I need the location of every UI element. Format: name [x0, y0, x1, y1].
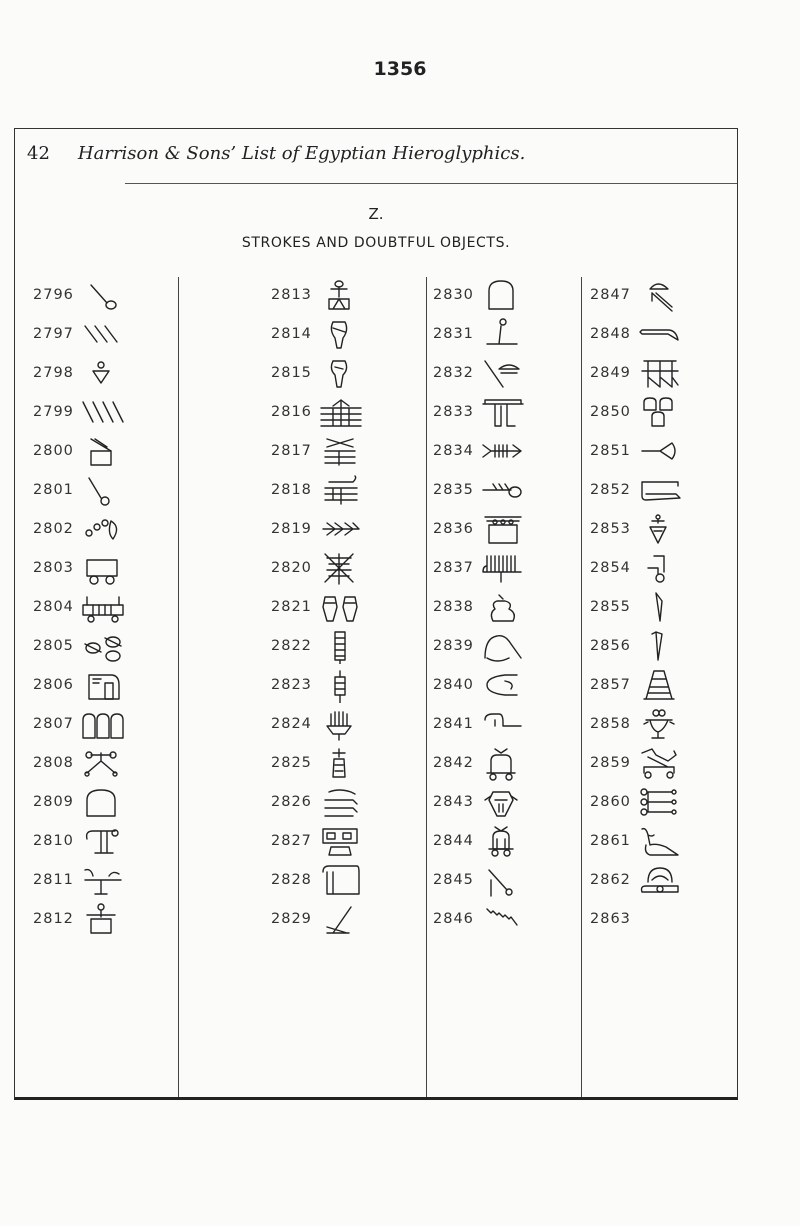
tree-post-with-shelves-icon: [319, 552, 363, 586]
sign-number: 2855: [590, 599, 631, 615]
sign-number: 2841: [433, 716, 474, 732]
sign-entry: [590, 552, 740, 591]
sign-entry: [33, 864, 183, 903]
sign-list-frame: [14, 128, 738, 1100]
crossbar-with-bird-icon: [81, 864, 125, 898]
animal-cart-icon: [638, 747, 682, 781]
wheeled-shrine-icon: [481, 747, 525, 781]
sign-number: 2829: [271, 911, 312, 927]
sign-entry: [590, 630, 740, 669]
diagonal-stroke-with-loop-icon: [81, 279, 125, 313]
ankh-over-box-icon: [319, 279, 363, 313]
cart-with-pillars-icon: [81, 591, 125, 625]
sign-number: 2853: [590, 521, 631, 537]
sign-entry: [433, 630, 583, 669]
table-with-drawers-icon: [319, 825, 363, 859]
sign-number: 2817: [271, 443, 312, 459]
sign-number: 2836: [433, 521, 474, 537]
draped-cloth-icon: [481, 630, 525, 664]
sign-number: 2820: [271, 560, 312, 576]
sign-entry: [33, 513, 183, 552]
sign-number: 2801: [33, 482, 74, 498]
sign-entry: [271, 903, 421, 942]
sign-number: 2796: [33, 287, 74, 303]
sign-number: 2842: [433, 755, 474, 771]
arrow-tip-icon: [638, 435, 682, 469]
sign-entry: [33, 474, 183, 513]
sign-entry: [590, 474, 740, 513]
wavy-diagonal-icon: [481, 903, 525, 937]
figure-over-box-icon: [81, 903, 125, 937]
sign-number: 2800: [33, 443, 74, 459]
sign-number: 2857: [590, 677, 631, 693]
sign-entry: [271, 552, 421, 591]
crossed-lines-over-grid-icon: [319, 435, 363, 469]
sign-number: 2833: [433, 404, 474, 420]
sign-entry: [33, 669, 183, 708]
sign-number: 2815: [271, 365, 312, 381]
sign-entry: [590, 669, 740, 708]
sign-number: 2827: [271, 833, 312, 849]
sign-entry: [590, 786, 740, 825]
sign-number: 2814: [271, 326, 312, 342]
sign-number: 2837: [433, 560, 474, 576]
sign-entry: [271, 786, 421, 825]
sign-number: 2862: [590, 872, 631, 888]
domed-shrine-icon: [638, 864, 682, 898]
column-divider: [426, 277, 427, 1097]
ornate-vessel-icon: [481, 786, 525, 820]
sign-number: 2844: [433, 833, 474, 849]
wheeled-box-icon: [81, 552, 125, 586]
sign-number: 2832: [433, 365, 474, 381]
sign-number: 2822: [271, 638, 312, 654]
sign-entry: [271, 825, 421, 864]
sign-entry: [433, 396, 583, 435]
crowned-column-icon: [319, 747, 363, 781]
diagonal-staff-with-cap-icon: [481, 357, 525, 391]
sign-entry: [271, 591, 421, 630]
header-rule: [125, 183, 737, 184]
sign-entry: [433, 591, 583, 630]
sign-entry: [271, 513, 421, 552]
sign-number: 2860: [590, 794, 631, 810]
sign-entry: [433, 747, 583, 786]
sign-entry: [433, 786, 583, 825]
fish-skeleton-icon: [481, 435, 525, 469]
sign-entry: [590, 864, 740, 903]
sign-number: 2843: [433, 794, 474, 810]
slanted-cup-icon: [638, 279, 682, 313]
sign-number: 2807: [33, 716, 74, 732]
sign-entry: [590, 747, 740, 786]
stacked-grid-with-hook-icon: [319, 474, 363, 508]
sign-entry: [33, 747, 183, 786]
vase-with-strap-icon: [319, 318, 363, 352]
column-4: [590, 279, 740, 942]
column-3: [433, 279, 583, 942]
sign-number: 2847: [590, 287, 631, 303]
sign-entry: [433, 903, 583, 942]
hooked-knife-icon: [638, 552, 682, 586]
loop-with-rope-icon: [481, 474, 525, 508]
sign-entry: [33, 357, 183, 396]
sloping-tool-on-box-icon: [81, 435, 125, 469]
sign-entry: [33, 591, 183, 630]
pillared-gateway-icon: [481, 396, 525, 430]
shrine-frame-icon: [319, 864, 363, 898]
coiled-cord-icon: [81, 513, 125, 547]
sign-number: 2824: [271, 716, 312, 732]
sign-number: 2802: [33, 521, 74, 537]
horizontal-blade-icon: [638, 318, 682, 352]
sign-number: 2806: [33, 677, 74, 693]
stacked-sledges-icon: [319, 786, 363, 820]
sign-entry: [33, 552, 183, 591]
sign-entry: [433, 708, 583, 747]
sign-entry: [271, 669, 421, 708]
sign-number: 2804: [33, 599, 74, 615]
column-1: [33, 279, 183, 942]
stroke-with-knot-icon: [81, 474, 125, 508]
tied-sack-icon: [481, 591, 525, 625]
sign-entry: [33, 318, 183, 357]
three-arches-icon: [638, 396, 682, 430]
sign-number: 2825: [271, 755, 312, 771]
sign-number: 2805: [33, 638, 74, 654]
sign-entry: [433, 357, 583, 396]
sign-entry: [271, 474, 421, 513]
decorated-vase-icon: [638, 708, 682, 742]
bundled-reeds-icon: [638, 357, 682, 391]
sign-entry: [433, 474, 583, 513]
sign-number: 2818: [271, 482, 312, 498]
arched-box-icon: [81, 786, 125, 820]
standing-figure-icon: [81, 357, 125, 391]
sign-number: 2854: [590, 560, 631, 576]
sign-entry: [271, 864, 421, 903]
running-header: [27, 143, 727, 173]
sign-number: 2821: [271, 599, 312, 615]
chest-with-lid-icon: [481, 513, 525, 547]
sign-number: 2846: [433, 911, 474, 927]
sign-entry: [433, 435, 583, 474]
sign-number: 2856: [590, 638, 631, 654]
sign-entry: [33, 435, 183, 474]
sign-number: 2834: [433, 443, 474, 459]
sign-entry: [271, 708, 421, 747]
comb-on-stand-icon: [481, 552, 525, 586]
rounded-shrine-icon: [481, 279, 525, 313]
sign-number: 2816: [271, 404, 312, 420]
sign-entry: [433, 669, 583, 708]
sign-entry: [590, 903, 740, 942]
shrine-on-wheels-icon: [481, 825, 525, 859]
column-2: [271, 279, 421, 942]
sign-number: 2803: [33, 560, 74, 576]
tall-vase-icon: [319, 357, 363, 391]
reclining-hook-icon: [481, 708, 525, 742]
ladder-stroke-icon: [319, 513, 363, 547]
sign-entry: [33, 708, 183, 747]
three-bars-icon: [638, 786, 682, 820]
sign-entry: [271, 630, 421, 669]
sign-entry: [33, 396, 183, 435]
sign-entry: [590, 825, 740, 864]
sign-entry: [271, 357, 421, 396]
section-letter: Z.: [368, 205, 384, 223]
sign-entry: [33, 903, 183, 942]
sign-entry: [433, 552, 583, 591]
horizontal-quiver-icon: [638, 474, 682, 508]
sign-entry: [271, 279, 421, 318]
post-on-base-icon: [481, 318, 525, 352]
sign-entry: [33, 630, 183, 669]
sign-number: 2850: [590, 404, 631, 420]
sign-number: 2859: [590, 755, 631, 771]
triple-diagonal-stroke-icon: [81, 396, 125, 430]
sign-number: 2810: [33, 833, 74, 849]
hooked-pillar-icon: [81, 825, 125, 859]
sign-number: 2808: [33, 755, 74, 771]
sign-entry: [590, 318, 740, 357]
crouching-animal-icon: [638, 825, 682, 859]
sign-number: 2826: [271, 794, 312, 810]
sign-number: 2819: [271, 521, 312, 537]
paired-vases-icon: [319, 591, 363, 625]
diagonal-spear-icon: [481, 864, 525, 898]
crowned-cone-icon: [638, 513, 682, 547]
enclosure-with-door-icon: [81, 669, 125, 703]
slanted-staff-icon: [319, 903, 363, 937]
sign-number: 2848: [590, 326, 631, 342]
sign-entry: [271, 747, 421, 786]
sign-number: 2799: [33, 404, 74, 420]
paired-beetles-icon: [81, 630, 125, 664]
sign-number: 2858: [590, 716, 631, 732]
fan-over-bowl-icon: [319, 708, 363, 742]
sign-number: 2811: [33, 872, 74, 888]
section-title: STROKES AND DOUBTFUL OBJECTS.: [241, 235, 511, 251]
grid-with-roof-icon: [319, 396, 363, 430]
slanted-blade-icon: [638, 630, 682, 664]
sign-number: 2863: [590, 911, 631, 927]
sign-number: 2812: [33, 911, 74, 927]
three-arched-shrines-icon: [81, 708, 125, 742]
sign-number: 2809: [33, 794, 74, 810]
double-diagonal-stroke-icon: [81, 318, 125, 352]
sign-entry: [433, 318, 583, 357]
sign-entry: [33, 279, 183, 318]
sign-number: 2852: [590, 482, 631, 498]
sign-entry: [590, 396, 740, 435]
sign-entry: [590, 591, 740, 630]
sign-number: 2823: [271, 677, 312, 693]
plate-number: 42: [27, 143, 50, 164]
sign-entry: [33, 786, 183, 825]
sign-entry: [271, 435, 421, 474]
sign-number: 2845: [433, 872, 474, 888]
sign-number: 2851: [590, 443, 631, 459]
sign-number: 2840: [433, 677, 474, 693]
branching-ornament-icon: [81, 747, 125, 781]
sign-entry: [590, 708, 740, 747]
sign-number: 2835: [433, 482, 474, 498]
sign-number: 2828: [271, 872, 312, 888]
sign-entry: [590, 435, 740, 474]
sign-number: 2798: [33, 365, 74, 381]
sign-number: 2813: [271, 287, 312, 303]
sign-entry: [271, 318, 421, 357]
sign-number: 2838: [433, 599, 474, 615]
sign-number: 2861: [590, 833, 631, 849]
sign-number: 2797: [33, 326, 74, 342]
sign-entry: [590, 357, 740, 396]
vertical-comb-with-pin-icon: [319, 669, 363, 703]
sign-entry: [33, 825, 183, 864]
sign-entry: [433, 279, 583, 318]
stepped-pyramid-icon: [638, 669, 682, 703]
vertical-comb-icon: [319, 630, 363, 664]
sign-entry: [433, 864, 583, 903]
sign-entry: [590, 513, 740, 552]
sign-number: 2830: [433, 287, 474, 303]
sign-entry: [590, 279, 740, 318]
tongue-shape-icon: [481, 669, 525, 703]
list-title: Harrison & Sons’ List of Egyptian Hieroglyphics.: [77, 143, 526, 164]
sign-entry: [433, 825, 583, 864]
sign-number: 2831: [433, 326, 474, 342]
sign-entry: [271, 396, 421, 435]
page-number: 1356: [373, 58, 427, 80]
sign-number: 2839: [433, 638, 474, 654]
sign-number: 2849: [590, 365, 631, 381]
thin-vertical-blade-icon: [638, 591, 682, 625]
sign-entry: [433, 513, 583, 552]
